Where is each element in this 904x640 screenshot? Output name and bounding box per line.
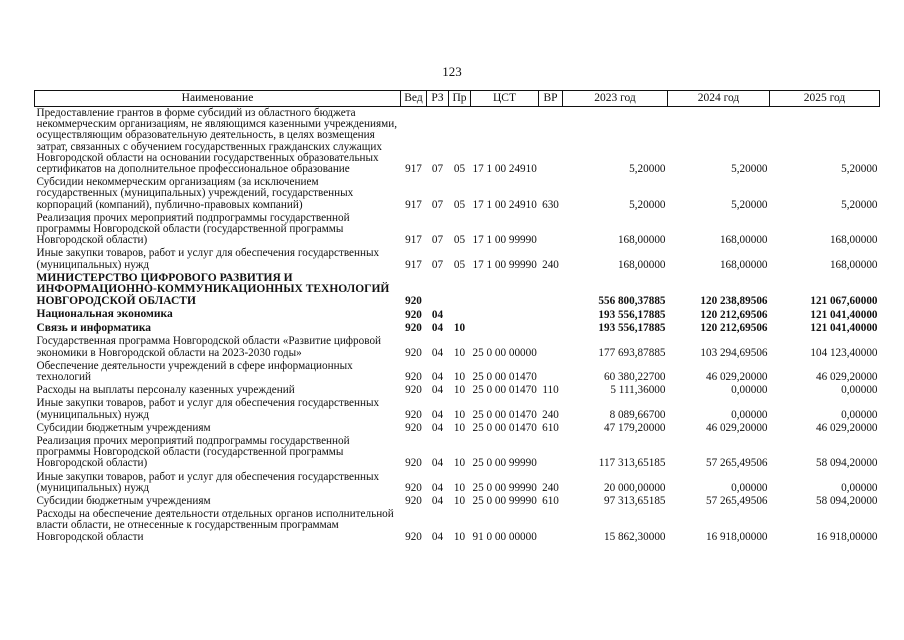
row-2024: 0,00000 bbox=[731, 384, 768, 397]
row-ved: 920 bbox=[405, 421, 422, 434]
row-cst: 25 0 00 01470 bbox=[472, 408, 537, 421]
row-cst bbox=[471, 308, 539, 322]
row-2023: 5,20000 bbox=[629, 198, 666, 211]
table-row bbox=[35, 247, 880, 271]
row-2024: 120 212,69506 bbox=[700, 322, 768, 335]
row-vr bbox=[539, 212, 563, 248]
row-cst: 25 0 00 01470 bbox=[472, 370, 537, 383]
row-2024: 46 029,20000 bbox=[705, 421, 768, 434]
row-ved: 920 bbox=[405, 346, 422, 359]
table-header-row bbox=[35, 91, 880, 107]
row-ved: 917 bbox=[405, 198, 422, 211]
row-2023: 117 313,65185 bbox=[598, 457, 666, 470]
row-cst: 17 1 00 24910 bbox=[472, 198, 537, 211]
row-name: Предоставление грантов в форме субсидий из областного бюджета некоммерческим организациям, не являющимся казенными учреждениями, осуществляющим образовательную деятельность, в целях возмещения затрат, связанных с обучением государственных гражданских служащих Новгородской области на основании государственных образовательных сертификатов на дополнительное профессиональное образование bbox=[36, 107, 397, 176]
row-cst: 25 0 00 99990 bbox=[472, 457, 537, 470]
page-number: 123 bbox=[442, 64, 462, 79]
row-2024: 16 918,00000 bbox=[705, 530, 768, 543]
row-name: Реализация прочих мероприятий подпрограммы государственной программы Новгородской области (государственной программы Новгородской области) bbox=[36, 211, 350, 247]
row-name: Расходы на обеспечение деятельности отдельных органов исполнительной власти области, не отнесенные к государственным программам Новгородской области bbox=[36, 508, 394, 543]
row-2023: 177 693,87885 bbox=[598, 346, 666, 359]
row-pr bbox=[449, 272, 471, 309]
row-name: Расходы на выплаты персоналу казенных учреждений bbox=[36, 384, 295, 397]
row-rz: 07 bbox=[431, 234, 444, 247]
row-cst: 25 0 00 01470 bbox=[472, 384, 537, 397]
row-ved: 920 bbox=[405, 322, 422, 335]
row-ved: 920 bbox=[405, 384, 422, 397]
row-2025: 58 094,20000 bbox=[815, 494, 878, 507]
row-rz bbox=[427, 272, 449, 309]
row-2023: 193 556,17885 bbox=[598, 322, 666, 335]
row-rz: 04 bbox=[431, 457, 444, 470]
row-name: Иные закупки товаров, работ и услуг для обеспечения государственных (муниципальных) нужд bbox=[36, 247, 380, 271]
row-name: Субсидии бюджетным учреждениям bbox=[36, 421, 211, 434]
row-pr: 10 bbox=[453, 530, 466, 543]
row-2024: 57 265,49506 bbox=[705, 457, 768, 470]
row-pr: 05 bbox=[453, 258, 466, 271]
row-pr: 05 bbox=[453, 234, 466, 247]
row-cst: 25 0 00 01470 bbox=[472, 421, 537, 434]
row-2023: 20 000,00000 bbox=[603, 481, 666, 494]
row-name: Иные закупки товаров, работ и услуг для обеспечения государственных (муниципальных) нужд bbox=[36, 470, 380, 494]
row-rz: 04 bbox=[431, 322, 444, 335]
row-rz: 04 bbox=[431, 370, 444, 383]
row-vr bbox=[539, 107, 563, 177]
row-rz: 04 bbox=[431, 494, 444, 507]
row-vr: 240 bbox=[542, 481, 559, 494]
row-2025: 0,00000 bbox=[841, 481, 878, 494]
row-2024: 120 238,89506 bbox=[700, 295, 768, 308]
row-pr: 10 bbox=[453, 322, 466, 335]
row-vr: 630 bbox=[542, 198, 559, 211]
row-2025: 0,00000 bbox=[841, 384, 878, 397]
row-2023: 168,00000 bbox=[617, 258, 666, 271]
row-2024: 168,00000 bbox=[719, 258, 768, 271]
table-row bbox=[35, 176, 880, 212]
table-row bbox=[35, 360, 880, 384]
row-pr: 10 bbox=[453, 494, 466, 507]
row-vr bbox=[539, 508, 563, 544]
row-2025: 46 029,20000 bbox=[815, 370, 878, 383]
row-cst: 91 0 00 00000 bbox=[472, 530, 537, 543]
row-ved: 920 bbox=[405, 530, 422, 543]
table-row bbox=[35, 422, 880, 435]
row-2023: 168,00000 bbox=[617, 234, 666, 247]
row-cst bbox=[471, 272, 539, 309]
row-2024: 5,20000 bbox=[731, 163, 768, 176]
table-row bbox=[35, 272, 880, 309]
row-name: Реализация прочих мероприятий подпрограммы государственной программы Новгородской области (государственной программы Новгородской области) bbox=[36, 434, 350, 470]
row-2025: 58 094,20000 bbox=[815, 457, 878, 470]
row-rz: 07 bbox=[431, 198, 444, 211]
row-pr: 05 bbox=[453, 198, 466, 211]
row-ved: 920 bbox=[405, 481, 422, 494]
row-ved: 917 bbox=[405, 258, 422, 271]
row-2024: 120 212,69506 bbox=[700, 308, 768, 321]
row-2023: 5 111,36000 bbox=[610, 384, 666, 397]
table-row bbox=[35, 495, 880, 508]
row-ved: 920 bbox=[405, 494, 422, 507]
row-vr bbox=[539, 308, 563, 322]
row-cst: 17 1 00 99990 bbox=[472, 258, 537, 271]
header-2024: 2024 год bbox=[668, 91, 770, 107]
row-2024: 103 294,69506 bbox=[700, 346, 768, 359]
table-body bbox=[35, 107, 880, 544]
row-2025: 0,00000 bbox=[841, 408, 878, 421]
row-name: Национальная экономика bbox=[36, 308, 173, 321]
row-vr: 610 bbox=[542, 494, 559, 507]
row-2023: 5,20000 bbox=[629, 163, 666, 176]
row-2023: 8 089,66700 bbox=[609, 408, 666, 421]
row-ved: 920 bbox=[405, 408, 422, 421]
row-2025: 121 041,40000 bbox=[810, 308, 878, 321]
row-vr bbox=[539, 360, 563, 384]
row-2023: 193 556,17885 bbox=[598, 308, 666, 321]
header-cst: ЦСТ bbox=[471, 91, 539, 107]
row-pr: 10 bbox=[453, 370, 466, 383]
row-cst: 17 1 00 99990 bbox=[472, 234, 537, 247]
header-rz: РЗ bbox=[427, 91, 449, 107]
table-row bbox=[35, 322, 880, 336]
row-2025: 5,20000 bbox=[841, 198, 878, 211]
row-ved: 920 bbox=[405, 370, 422, 383]
row-vr bbox=[539, 435, 563, 471]
row-vr: 240 bbox=[542, 258, 559, 271]
row-rz: 04 bbox=[431, 530, 444, 543]
header-pr: Пр bbox=[449, 91, 471, 107]
row-pr: 10 bbox=[453, 457, 466, 470]
row-2023: 556 800,37885 bbox=[598, 295, 666, 308]
row-name: Субсидии бюджетным учреждениям bbox=[36, 494, 211, 507]
table-row bbox=[35, 435, 880, 471]
row-2024: 5,20000 bbox=[731, 198, 768, 211]
row-2025: 168,00000 bbox=[829, 258, 878, 271]
table-row bbox=[35, 508, 880, 544]
row-vr bbox=[539, 335, 563, 359]
header-name: Наименование bbox=[35, 91, 401, 107]
row-ved: 917 bbox=[405, 234, 422, 247]
row-2024: 0,00000 bbox=[731, 481, 768, 494]
row-rz: 04 bbox=[431, 384, 444, 397]
row-2025: 16 918,00000 bbox=[815, 530, 878, 543]
row-2024: 57 265,49506 bbox=[705, 494, 768, 507]
row-name: Субсидии некоммерческим организациям (за исключением государственных (муниципальных) учреждений, государственных корпораций (компаний), публично-правовых компаний) bbox=[36, 176, 354, 211]
row-cst: 17 1 00 24910 bbox=[472, 163, 537, 176]
table-row bbox=[35, 384, 880, 397]
row-name: Иные закупки товаров, работ и услуг для обеспечения государственных (муниципальных) нужд bbox=[36, 397, 380, 421]
table-row bbox=[35, 335, 880, 359]
row-vr: 110 bbox=[542, 384, 559, 397]
row-2025: 121 041,40000 bbox=[810, 322, 878, 335]
header-vr: ВР bbox=[539, 91, 563, 107]
row-2023: 15 862,30000 bbox=[603, 530, 666, 543]
row-rz: 04 bbox=[431, 408, 444, 421]
row-ved: 920 bbox=[405, 295, 422, 308]
row-pr bbox=[449, 308, 471, 322]
row-2024: 0,00000 bbox=[731, 408, 768, 421]
row-pr: 05 bbox=[453, 163, 466, 176]
row-pr: 10 bbox=[453, 421, 466, 434]
row-rz: 04 bbox=[431, 308, 444, 321]
row-pr: 10 bbox=[453, 346, 466, 359]
header-2025: 2025 год bbox=[770, 91, 880, 107]
row-name: МИНИСТЕРСТВО ЦИФРОВОГО РАЗВИТИЯ И ИНФОРМАЦИОННО-КОММУНИКАЦИОННЫХ ТЕХНОЛОГИЙ НОВГОРОДСКОЙ ОБЛАСТИ bbox=[36, 271, 390, 307]
row-cst: 25 0 00 00000 bbox=[472, 346, 537, 359]
row-cst: 25 0 00 99990 bbox=[472, 481, 537, 494]
row-rz: 07 bbox=[431, 163, 444, 176]
row-ved: 920 bbox=[405, 457, 422, 470]
row-ved: 920 bbox=[405, 308, 422, 321]
row-pr: 10 bbox=[453, 384, 466, 397]
row-2025: 46 029,20000 bbox=[815, 421, 878, 434]
table-row bbox=[35, 397, 880, 421]
row-pr: 10 bbox=[453, 481, 466, 494]
table-row bbox=[35, 308, 880, 322]
row-name: Связь и информатика bbox=[36, 321, 152, 334]
row-vr bbox=[539, 272, 563, 309]
row-2025: 168,00000 bbox=[829, 234, 878, 247]
row-vr bbox=[539, 322, 563, 336]
table-row bbox=[35, 471, 880, 495]
row-cst: 25 0 00 99990 bbox=[472, 494, 537, 507]
row-ved: 917 bbox=[405, 163, 422, 176]
row-vr: 240 bbox=[542, 408, 559, 421]
row-vr: 610 bbox=[542, 421, 559, 434]
row-rz: 04 bbox=[431, 346, 444, 359]
row-2023: 60 380,22700 bbox=[603, 370, 666, 383]
row-2025: 5,20000 bbox=[841, 163, 878, 176]
table-row bbox=[35, 212, 880, 248]
header-2023: 2023 год bbox=[563, 91, 668, 107]
row-2024: 46 029,20000 bbox=[705, 370, 768, 383]
row-2025: 121 067,60000 bbox=[810, 295, 878, 308]
row-name: Государственная программа Новгородской области «Развитие цифровой экономики в Новгородской области на 2023-2030 годы» bbox=[36, 335, 382, 359]
row-rz: 04 bbox=[431, 481, 444, 494]
row-2025: 104 123,40000 bbox=[810, 346, 878, 359]
row-cst bbox=[471, 322, 539, 336]
row-rz: 04 bbox=[431, 421, 444, 434]
header-ved: Вед bbox=[401, 91, 427, 107]
row-2024: 168,00000 bbox=[719, 234, 768, 247]
row-2023: 97 313,65185 bbox=[603, 494, 666, 507]
row-2023: 47 179,20000 bbox=[603, 421, 666, 434]
row-name: Обеспечение деятельности учреждений в сфере информационных технологий bbox=[36, 359, 353, 383]
row-pr: 10 bbox=[453, 408, 466, 421]
row-rz: 07 bbox=[431, 258, 444, 271]
budget-table bbox=[34, 90, 880, 544]
table-row bbox=[35, 107, 880, 177]
